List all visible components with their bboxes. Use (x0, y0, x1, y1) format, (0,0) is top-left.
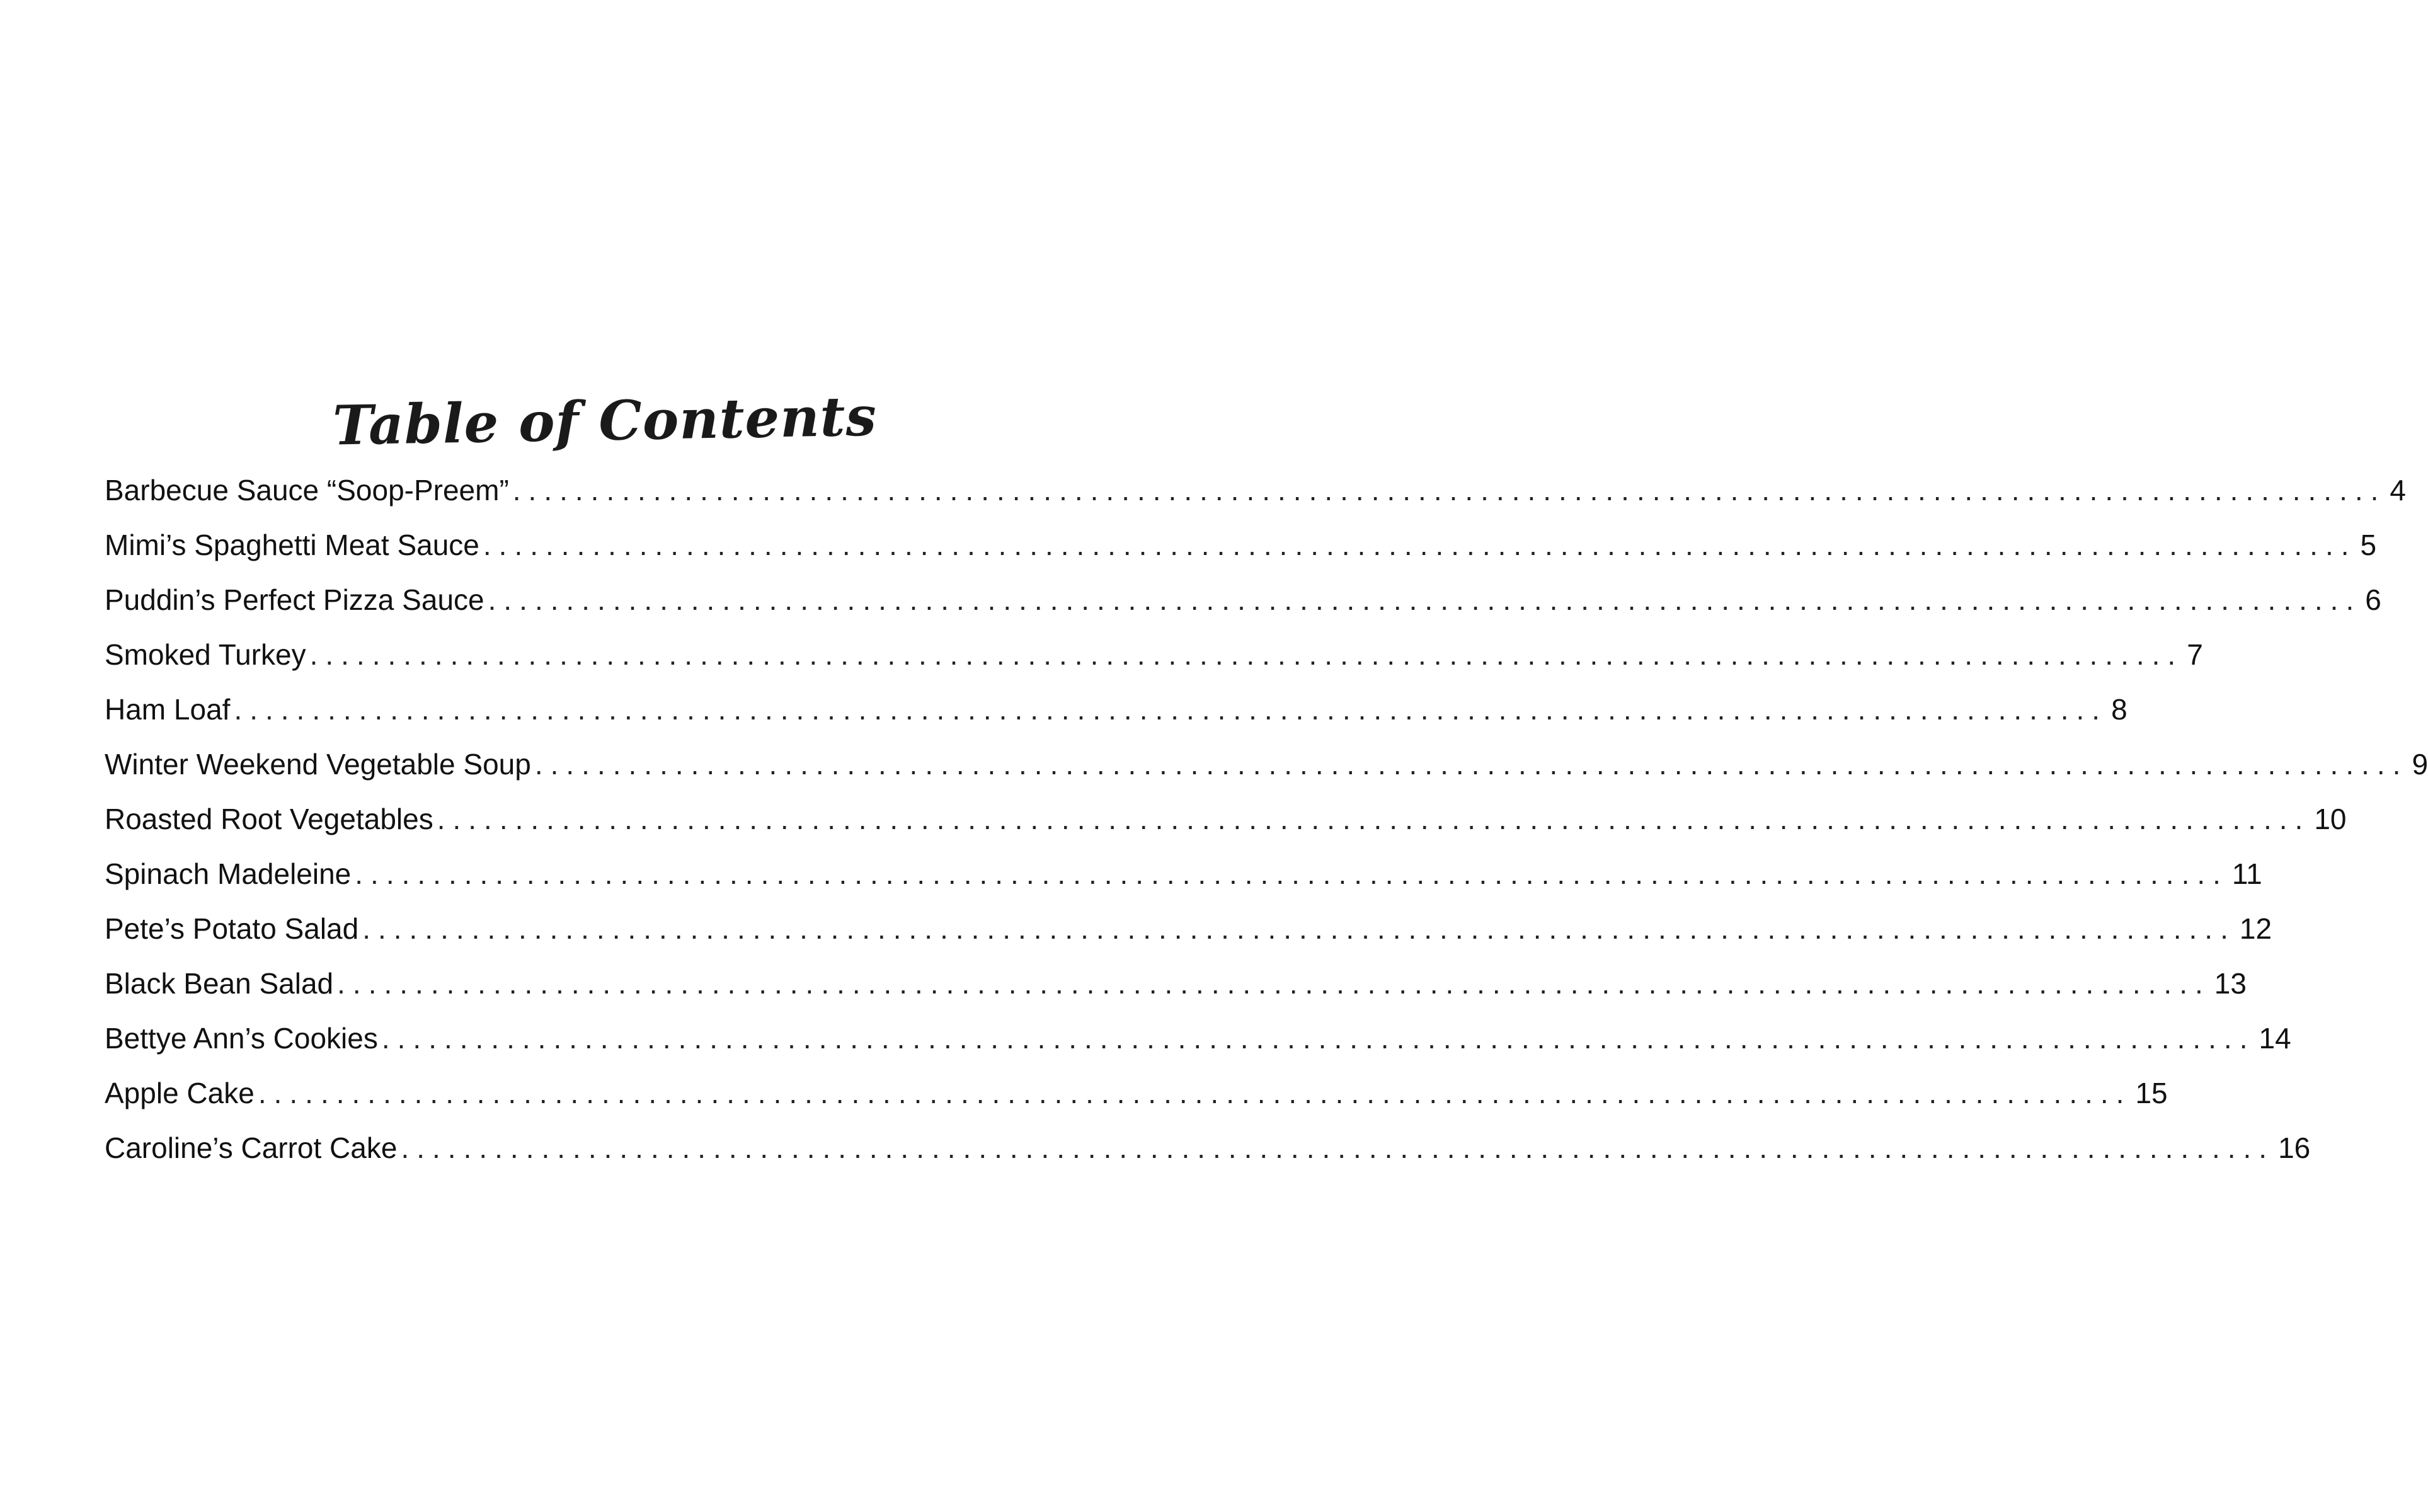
dot-leader: ........................................................................................................................ (234, 693, 2108, 726)
toc-entry-title: Puddin’s Perfect Pizza Sauce (105, 583, 484, 616)
toc-entry-page-number: 5 (2360, 529, 2377, 561)
toc-entry-page-number: 9 (2412, 748, 2428, 781)
toc-entry[interactable] (105, 965, 2247, 1019)
toc-entry[interactable] (105, 471, 2407, 526)
dot-leader: ........................................................................................................................ (381, 1022, 2255, 1055)
dot-leader: ........................................................................................................................ (401, 1131, 2275, 1164)
toc-entry[interactable] (105, 745, 2428, 800)
toc-entry[interactable] (105, 526, 2377, 581)
toc-entry-page-number: 7 (2187, 638, 2203, 671)
toc-entry-title: Apple Cake (105, 1077, 255, 1109)
toc-entry[interactable] (105, 690, 2127, 745)
toc-entry-page-number: 6 (2365, 583, 2381, 616)
toc-entry[interactable] (105, 855, 2262, 910)
toc-entry-title: Roasted Root Vegetables (105, 803, 433, 835)
toc-entry[interactable] (105, 910, 2272, 965)
dot-leader: ........................................................................................................................ (309, 638, 2184, 671)
toc-entry-title: Smoked Turkey (105, 638, 306, 671)
toc-entry-title: Pete’s Potato Salad (105, 912, 359, 945)
toc-entry-title: Black Bean Salad (105, 967, 334, 1000)
toc-entry[interactable] (105, 636, 2203, 690)
dot-leader: ........................................................................................................................ (258, 1077, 2132, 1109)
toc-entry-title: Ham Loaf (105, 693, 231, 726)
toc-entry-page-number: 15 (2135, 1077, 2168, 1109)
toc-entry-page-number: 12 (2239, 912, 2272, 945)
toc-entry[interactable] (105, 1129, 2311, 1184)
toc-entry[interactable] (105, 1074, 2168, 1129)
toc-entry-title: Spinach Madeleine (105, 857, 352, 890)
dot-leader: ........................................................................................................................ (483, 529, 2357, 561)
dot-leader: ........................................................................................................................ (437, 803, 2311, 835)
toc-entry[interactable] (105, 800, 2347, 855)
dot-leader: ........................................................................................................................ (355, 857, 2228, 890)
dot-leader: ........................................................................................................................ (362, 912, 2236, 945)
dot-leader: ........................................................................................................................ (488, 583, 2362, 616)
dot-leader: ........................................................................................................................ (534, 748, 2408, 781)
toc-entry-page-number: 13 (2214, 967, 2247, 1000)
toc-entry[interactable] (105, 1019, 2291, 1074)
toc-entry-title: Caroline’s Carrot Cake (105, 1131, 398, 1164)
toc-entry-page-number: 11 (2231, 857, 2262, 890)
toc-entry-page-number: 4 (2390, 474, 2407, 507)
page-title: Table of Contents (332, 384, 878, 458)
table-of-contents-list (105, 471, 2428, 1184)
toc-entry-title: Barbecue Sauce “Soop-Preem” (105, 474, 509, 507)
toc-entry[interactable] (105, 581, 2381, 636)
toc-entry-page-number: 10 (2314, 803, 2347, 835)
dot-leader: ........................................................................................................................ (337, 967, 2211, 1000)
toc-entry-page-number: 8 (2111, 693, 2127, 726)
toc-entry-title: Bettye Ann’s Cookies (105, 1022, 378, 1055)
toc-entry-page-number: 14 (2259, 1022, 2291, 1055)
toc-entry-page-number: 16 (2278, 1131, 2311, 1164)
toc-entry-title: Winter Weekend Vegetable Soup (105, 748, 531, 781)
toc-entry-title: Mimi’s Spaghetti Meat Sauce (105, 529, 479, 561)
dot-leader: ........................................................................................................................ (512, 474, 2386, 507)
